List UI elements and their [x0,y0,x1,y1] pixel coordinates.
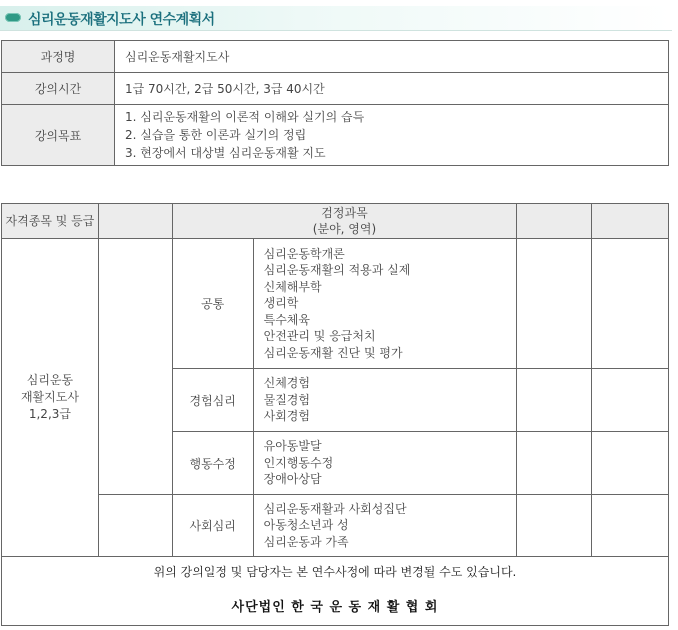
empty-cell [592,239,669,369]
lecture-goal-row [2,105,669,166]
notice-cell [2,557,669,626]
empty-cell [517,495,592,557]
subject-item: 안전관리 및 응급처치 [263,329,376,344]
subject-group-name: 공통 [172,239,253,369]
course-name-value: 심리운동재활지도사 [115,41,669,73]
exam-subject-header-line1: 검정과목 [321,206,368,220]
empty-cell [592,432,669,495]
subject-item: 인지행동수정 [263,455,334,470]
empty-cell [98,495,172,557]
subject-list [253,432,517,495]
subject-item: 심리운동재활의 적용과 실제 [263,263,411,278]
qualification-line: 재활지도사 [20,390,79,404]
qualification-line: 1,2,3급 [28,407,71,421]
empty-header-cell [592,204,669,239]
lecture-goal-list [115,105,669,166]
subject-item: 심리운동재활과 사회성집단 [263,501,407,516]
empty-cell [592,495,669,557]
course-name-label: 과정명 [2,41,115,73]
subject-list [253,369,517,432]
empty-header-cell [517,204,592,239]
lecture-goal-item: 3. 현장에서 대상별 심리운동재활 지도 [125,146,326,160]
subject-item: 생리학 [263,296,299,311]
header-bullet-icon [5,13,21,22]
subject-item: 심리운동학개론 [263,246,345,261]
empty-cell [98,239,172,495]
subject-item: 사회경험 [263,409,310,424]
qualification-line: 심리운동 [26,373,74,387]
lecture-goal-item: 1. 심리운동재활의 이론적 이해와 실기의 습득 [125,110,365,124]
page-header [0,2,672,32]
page-title: 심리운동재활지도사 연수계획서 [28,12,215,28]
subject-group-row [2,239,669,369]
empty-header-cell [98,204,172,239]
subject-item: 유아동발달 [263,439,322,454]
schedule-notice: 위의 강의일정 및 담당자는 본 연수사정에 따라 변경될 수도 있습니다. [153,565,517,579]
exam-subject-header-line2: (분야, 영역) [312,222,377,236]
subject-item: 신체해부학 [263,279,322,294]
subject-item: 아동청소년과 성 [263,518,349,533]
subjects-header-row [2,204,669,239]
exam-subject-header [172,204,516,239]
notice-row [2,557,669,626]
empty-cell [517,239,592,369]
subject-list [253,495,517,557]
subject-item: 특수체육 [263,312,310,327]
subject-item: 물질경험 [263,392,310,407]
subject-group-name: 행동수정 [172,432,253,495]
subject-item: 장애아상담 [263,472,322,487]
lecture-hours-label: 강의시간 [2,73,115,105]
empty-cell [517,432,592,495]
empty-cell [592,369,669,432]
qualification-header: 자격종목 및 등급 [2,204,99,239]
subject-group-name: 사회심리 [172,495,253,557]
subject-list [253,239,517,369]
lecture-hours-row [2,73,669,105]
qualification-cell [2,239,99,557]
lecture-hours-value: 1급 70시간, 2급 50시간, 3급 40시간 [115,73,669,105]
course-info-table [1,40,669,166]
subject-item: 심리운동과 가족 [263,534,349,549]
empty-cell [517,369,592,432]
lecture-goal-label: 강의목표 [2,105,115,166]
lecture-goal-item: 2. 실습을 통한 이론과 실기의 정립 [125,128,307,142]
subject-group-row [2,495,669,557]
subject-item: 심리운동재활 진단 및 평가 [263,345,403,360]
exam-subjects-table [1,203,669,626]
subject-item: 신체경험 [263,376,310,391]
organization-name: 사단법인 한 국 운 동 재 활 협 회 [231,600,439,615]
course-name-row [2,41,669,73]
subject-group-name: 경험심리 [172,369,253,432]
